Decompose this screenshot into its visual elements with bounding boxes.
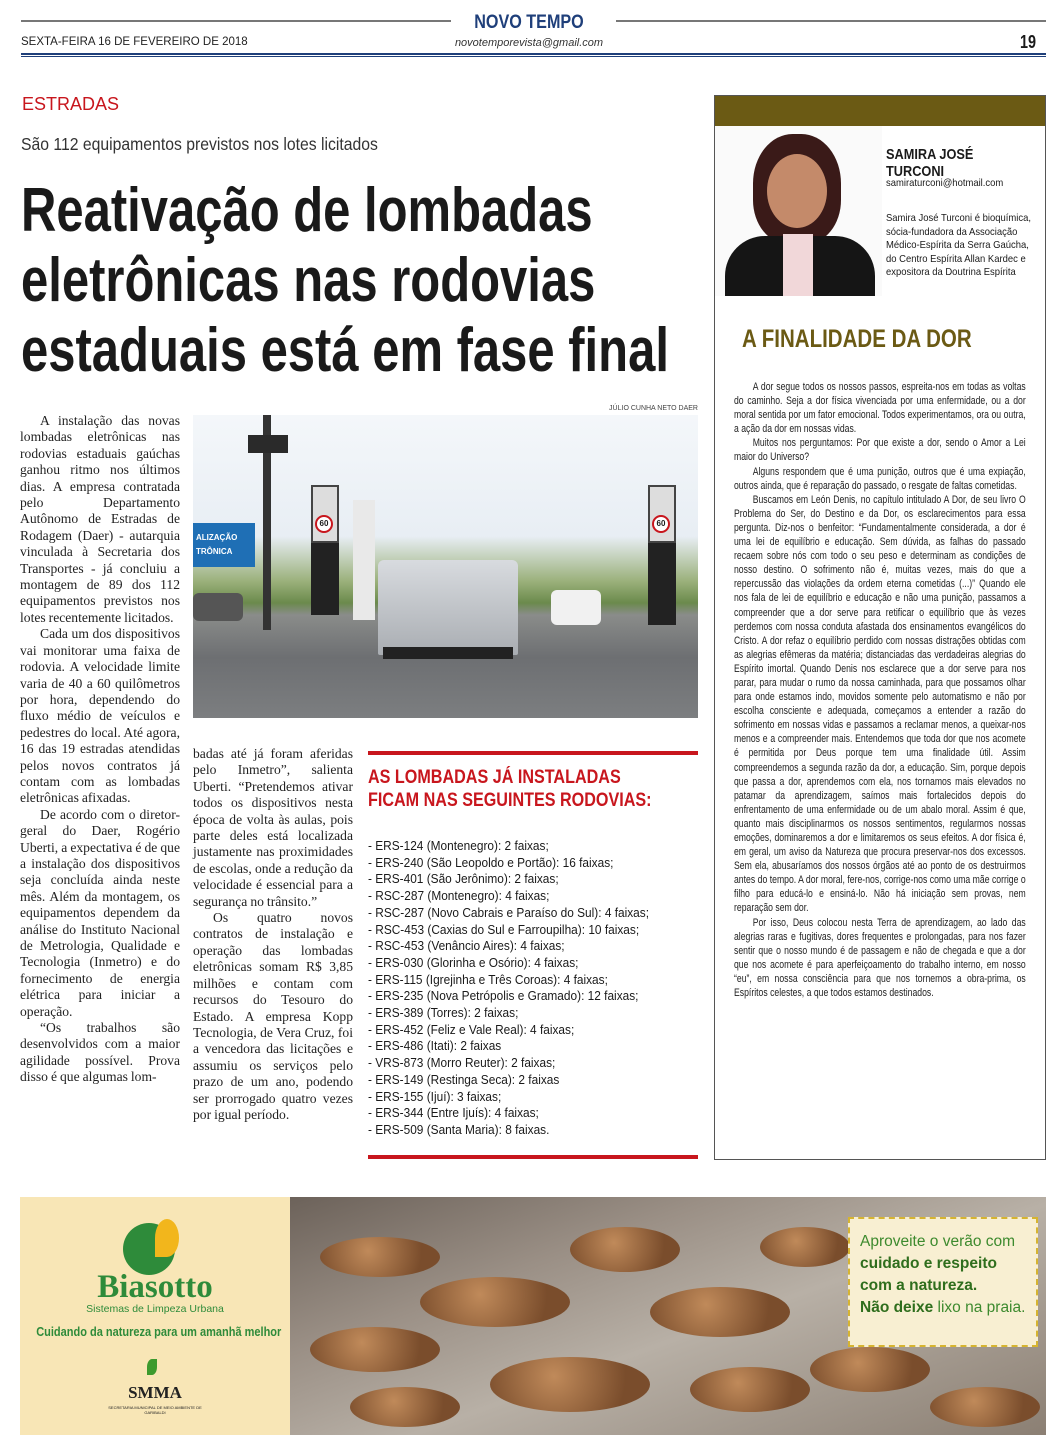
road-list-item: - RSC-287 (Novo Cabrais e Paraíso do Sul): 4 faixas;: [368, 904, 650, 920]
article-column-2: [193, 746, 353, 1123]
road-list-item: - ERS-149 (Restinga Seca): 2 faixas: [368, 1071, 560, 1087]
opinion-header-bar: [715, 96, 1045, 126]
pickup-truck: [378, 560, 518, 655]
road-sign: ALIZAÇÃO TRÔNICA: [193, 523, 255, 567]
paragraph: Os quatro novos contratos de instalação e operação das lombadas eletrônicas somam R$ 3,85 milhões e contam com recursos do Tesouro do Estado. A empresa Kopp Tecnologia, de Vera Cruz, foi a vencedora das licitações e assumiu os serviços pelo prazo de um ano, podendo ser prorrogado quatro vezes por igual período.: [193, 910, 353, 1122]
ad-brand-panel: [20, 1197, 290, 1435]
road-list-item: - ERS-486 (Itati): 2 faixas: [368, 1038, 502, 1054]
author-email[interactable]: samiraturconi@hotmail.com: [886, 177, 1004, 189]
paragraph: A dor segue todos os nossos passos, espreita-nos em todas as voltas do caminho. Seja a dor física vivenciada por uma enfermidade, ou a dor moral sentida por um fator emocional. Todos experimentamos, ora ou outra, a ação da dor em nossas vidas.: [734, 381, 1026, 436]
road-list-item: - ERS-401 (São Jerônimo): 2 faixas;: [368, 871, 559, 887]
road-list-item: - ERS-124 (Montenegro): 2 faixas;: [368, 838, 549, 853]
author-photo: [715, 126, 882, 296]
advertisement[interactable]: [20, 1197, 1046, 1435]
road-list-item: - ERS-452 (Feliz e Vale Real): 4 faixas;: [368, 1021, 575, 1037]
article-column-1: [20, 413, 180, 1086]
paragraph: Alguns respondem que é uma punição, outros que é uma expiação, outros ainda, que é reparação do passado, o resgate de faltas cometidas.: [734, 465, 1026, 492]
speed-limit-sign: 60: [315, 515, 333, 533]
header-email: novotemporevista@gmail.com: [454, 37, 604, 49]
road-list: [368, 838, 701, 1139]
photo-credit: JÚLIO CUNHA NETO DAER: [609, 405, 698, 412]
article-headline: Reativação de lombadas eletrônicas nas rodovias estaduais está em fase final: [21, 176, 669, 385]
brand-slogan: Cuidando da natureza para um amanhã melhor: [36, 1325, 282, 1339]
issue-date: SEXTA-FEIRA 16 DE FEVEREIRO DE 2018: [21, 36, 248, 48]
brand-subtitle: Sistemas de Limpeza Urbana: [86, 1303, 224, 1315]
box-bottom-rule: [368, 1155, 698, 1159]
road-list-item: - VRS-873 (Morro Reuter): 2 faixas;: [368, 1055, 556, 1071]
author-bio: Samira José Turconi é bioquímica, sócia-fundadora da Associação Médico-Espírita da Serra Gaúcha, do Centro Espírita Allan Kardec e expositora da Doutrina Espírita: [886, 212, 1031, 278]
paragraph: “Os trabalhos são desenvolvidos com a maior agilidade possível. Prova disso é que algumas lom-: [20, 1020, 180, 1085]
article-kicker: São 112 equipamentos previstos nos lotes licitados: [21, 134, 378, 154]
article-photo: [193, 415, 698, 718]
page-number: 19: [1019, 32, 1036, 52]
ad-message-1: Aproveite o verão com: [860, 1233, 1016, 1250]
ad-message-box: [848, 1217, 1038, 1347]
road-list-item: - ERS-509 (Santa Maria): 8 faixas.: [368, 1121, 550, 1137]
sidebar-box-title: AS LOMBADAS JÁ INSTALADAS FICAM NAS SEGUINTES RODOVIAS:: [368, 767, 652, 811]
leaf-icon: [147, 1359, 157, 1375]
ad-message-4: lixo na praia.: [937, 1299, 1026, 1316]
opinion-body: [734, 380, 1026, 1000]
paragraph: Buscamos em León Denis, no capítulo intitulado A Dor, de seu livro O Problema do Ser, do Destino e da Dor, os esclarecimentos para essa pergunta. Diz-nos o benfeitor: “Fundamentalmente considerada, a dor é uma lei de equilíbrio e educação. Sem dúvida, as falhas do passado recaem sobre nós com todo o seu peso e determinam as condições de nosso destino. O sofrimento não é, muitas vezes, mais do que a repercussão das violações da ordem eterna cometidas (...)” Quando ele nos fala de lei de equilíbrio e educação e não uma punição, passamos a compreender que a dor serve para retificar o equilíbrio que às vezes perdemos com nossa conduta afastada dos ensinamentos evangélicos do Cristo. A dor refaz o equilíbrio perdido com nossas distrações obtidas com as alegrias efêmeras da matéria; distanciadas das verdadeiras alegrias do Espírito imortal. Quando Denis nos esclarece que a dor serve para nos parar, para mudar o rumo da nossa caminhada, para que possamos olhar para onde estamos indo, movidos somente pelo automatismo e não por escolha consciente e adequada, começamos a entender a razão do sofrimento em nossas vidas e passamos a reclamar menos, a queixar-nos menos e a compreender mais. Entendemos que toda dor que nos acomete é permitida por Deus porque tem uma finalidade útil. Assim compreendemos a segunda razão da dor, a educação. Sim, porque depois que passa a dor, aprendemos com ela, nos tornamos mais elevados no patamar da aprendizagem, saímos mais fortalecidos depois do enfrentamento de uma enfermidade ou de um abalo moral. Assim é que, quanto mais disciplinarmos os nossos sentimentos, regularmos nossas emoções, dominaremos a dor e limitaremos os seus efeitos. A dor física é, em geral, um aviso da Natureza que procura preservar-nos dos excessos. Sem ela, abusaríamos dos nossos órgãos até ao ponto de os destruirmos antes do tempo. A dor moral, fere-nos, corrige-nos como uma mãe corrige o filho para educá-lo e ensiná-lo. Não há iniciação sem provas, nem reparação sem dor.: [734, 493, 1026, 915]
section-label: ESTRADAS: [22, 94, 120, 114]
road-list-item: - ERS-344 (Entre Ijuís): 4 faixas;: [368, 1105, 539, 1121]
ad-message-3: Não deixe: [860, 1299, 934, 1316]
header-divider: [21, 53, 1046, 57]
partner-subtitle: SECRETARIA MUNICIPAL DE MEIO AMBIENTE DE GARIBALDI: [108, 1405, 202, 1415]
road-list-item: - RSC-453 (Venâncio Aires): 4 faixas;: [368, 938, 565, 954]
road-list-item: - RSC-287 (Montenegro): 4 faixas;: [368, 888, 550, 904]
ad-message-2: cuidado e respeito com a natureza.: [860, 1255, 997, 1294]
speed-limit-sign: 60: [652, 515, 670, 533]
paragraph: A instalação das novas lombadas eletrônicas nas rodovias estaduais gaúchas ganhou ritmo nos últimos dias. A empresa contratada pelo Departamento Autônomo de Estradas de Rodagem (Daer) - autarquia vinculada à Secretaria dos Transportes - já concluiu a montagem de 89 dos 112 equipamentos previstos nos lotes recentemente licitados.: [20, 413, 180, 625]
opinion-title: A FINALIDADE DA DOR: [742, 325, 972, 353]
road-list-item: - ERS-030 (Glorinha e Osório): 4 faixas;: [368, 954, 579, 970]
paragraph: badas até já foram aferidas pelo Inmetro”, salienta Uberti. “Pretendemos ativar todos os dispositivos nesta época de volta às aulas, pois parte deles está localizada justamente nas proximidades de escolas, onde a redução da velocidade é essencial para a segurança no trânsito.”: [193, 746, 353, 909]
road-list-item: - ERS-235 (Nova Petrópolis e Gramado): 12 faixas;: [368, 988, 639, 1004]
paragraph: Cada um dos dispositivos vai monitorar uma faixa de rodovia. A velocidade limite varia de 40 a 60 quilômetros por hora, dependendo do fluxo médio de veículos e pedestres do local. Até agora, 16 das 19 estradas atendidas pelos novos contratos já contam com as lombadas eletrônicas afixadas.: [20, 626, 180, 806]
box-top-rule: [368, 751, 698, 755]
road-list-item: - ERS-115 (Igrejinha e Três Coroas): 4 faixas;: [368, 971, 608, 987]
author-name: SAMIRA JOSÉ TURCONI: [886, 146, 974, 180]
road-list-item: - ERS-155 (Ijuí): 3 faixas;: [368, 1088, 502, 1104]
brand-name: Biasotto: [97, 1269, 213, 1305]
paragraph: Muitos nos perguntamos: Por que existe a dor, sendo o Amor a Lei maior do Universo?: [734, 437, 1026, 464]
masthead: NOVO TEMPO: [474, 12, 584, 33]
road-list-item: - ERS-389 (Torres): 2 faixas;: [368, 1005, 519, 1021]
paragraph: Por isso, Deus colocou nesta Terra de aprendizagem, ao lado das alegrias raras e fugitivas, dores frequentes e prolongadas, para nos fazer sentir que o nosso mundo é de passagem e não de chegada e que a dor que nos acomete é para aperfeiçoamento do trabalho interno, em nosso “eu”, em nossa consciência para que nos tornemos a obra-prima, os Espíritos celestes, a que todos estamos destinados.: [734, 916, 1026, 1000]
road-list-item: - RSC-453 (Caxias do Sul e Farroupilha): 10 faixas;: [368, 921, 640, 937]
road-list-item: - ERS-240 (São Leopoldo e Portão): 16 faixas;: [368, 854, 614, 870]
partner-logo: SMMA: [128, 1383, 182, 1402]
paragraph: De acordo com o diretor-geral do Daer, Rogério Uberti, a expectativa é de que a instalação dos dispositivos seja concluída ainda neste mês. Além da montagem, os equipamentos dependem da análise do Instituto Nacional de Metrologia, Qualidade e Tecnologia (Inmetro) e do fornecimento de energia elétrica para iniciar a operação.: [20, 806, 180, 1019]
